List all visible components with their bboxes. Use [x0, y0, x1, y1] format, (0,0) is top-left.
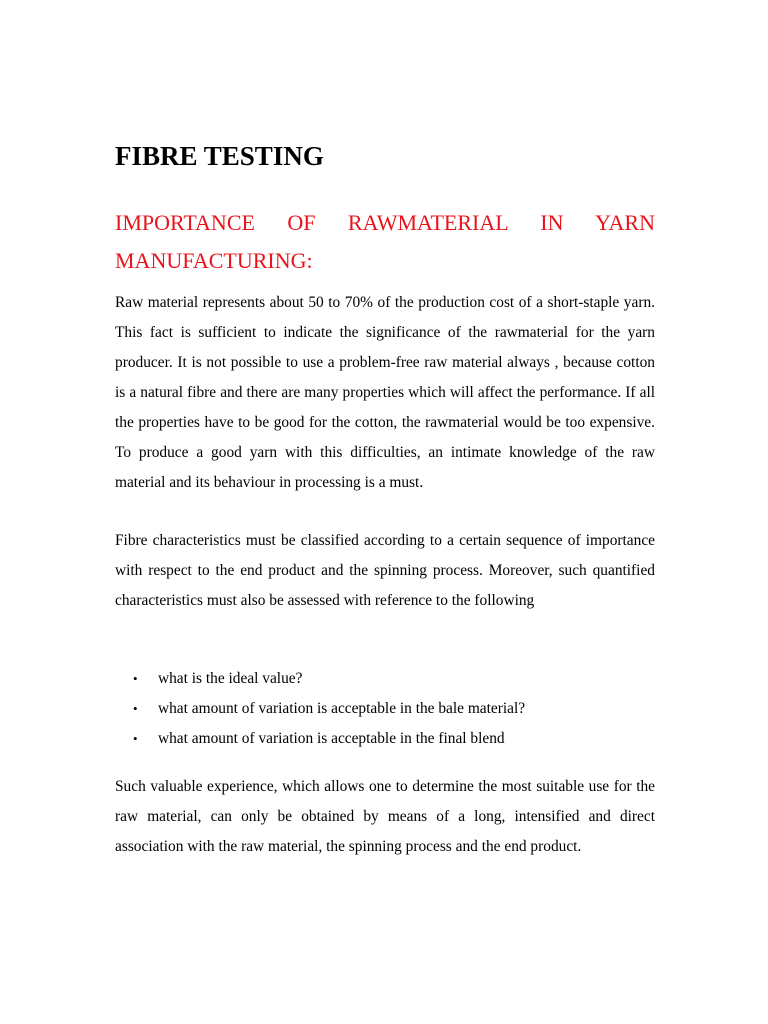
list-item [115, 664, 655, 694]
list-item [115, 694, 655, 724]
paragraph-valuable-experience: Such valuable experience, which allows one to determine the most suitable use for the raw material, can only be obtained by means of a long, intensified and direct association with the raw material, the spinning process and the end product. [115, 778, 655, 855]
bullet-icon: • [133, 671, 138, 686]
bullet-icon: • [133, 701, 138, 716]
paragraph-raw-material-cost: Raw material represents about 50 to 70% of the production cost of a short-staple yarn. This fact is sufficient to indicate the significance of the rawmaterial for the yarn producer. It is not possible to use a problem-free raw material always , because cotton is a natural fibre and there are many properties which will affect the performance. If all the properties have to be good for the cotton, the rawmaterial would be too expensive. To produce a good yarn with this difficulties, an intimate knowledge of the raw material and its behaviour in processing is a must. [115, 294, 655, 491]
assessment-criteria-list [115, 664, 655, 754]
list-item [115, 724, 655, 754]
list-item-text: what is the ideal value? [158, 670, 303, 687]
list-item-text: what amount of variation is acceptable in the bale material? [158, 700, 526, 717]
section-heading [115, 204, 655, 280]
list-item-text: what amount of variation is acceptable in the final blend [158, 730, 505, 747]
section-heading-line-2: MANUFACTURING: [115, 248, 313, 273]
bullet-icon: • [133, 731, 138, 746]
document-title: FIBRE TESTING [115, 141, 324, 171]
paragraph-fibre-characteristics: Fibre characteristics must be classified according to a certain sequence of importance with respect to the end product and the spinning process. Moreover, such quantified characteristics must also be assessed with reference to the following [115, 532, 655, 609]
section-heading-line-1: IMPORTANCE OF RAWMATERIAL IN YARN [115, 210, 655, 235]
